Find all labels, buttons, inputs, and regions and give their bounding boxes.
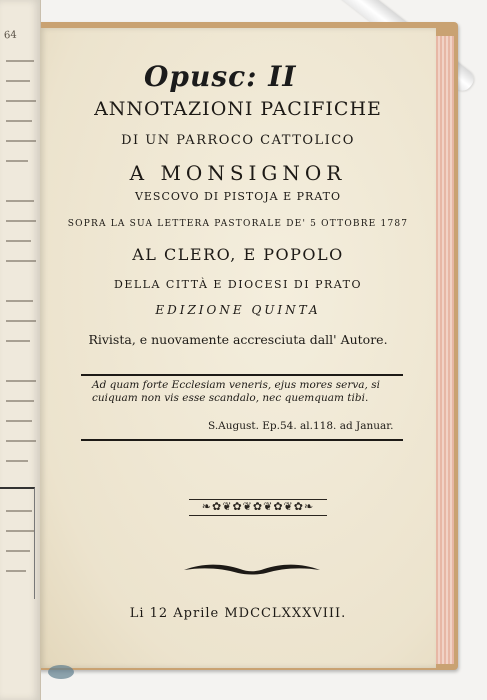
text-line — [6, 200, 34, 202]
text-line — [6, 340, 30, 342]
edition-line: EDIZIONE QUINTA — [155, 303, 321, 317]
title-line-6: AL CLERO, E POPOLO — [132, 245, 344, 264]
text-line — [6, 510, 32, 512]
text-line — [6, 380, 36, 382]
imprint-date: Li 12 Aprile MDCCLXXXVIII. — [129, 606, 347, 621]
title-line-3: A MONSIGNOR — [129, 161, 347, 185]
ribbon-tip — [48, 665, 74, 679]
text-line — [6, 530, 34, 532]
text-line — [6, 300, 33, 302]
text-line — [6, 320, 36, 322]
text-line — [6, 240, 31, 242]
text-line — [6, 550, 30, 552]
text-line — [6, 400, 34, 402]
text-line — [6, 570, 26, 572]
title-line-1: ANNOTAZIONI PACIFICHE — [94, 98, 382, 120]
handwritten-note: Opusc: II — [144, 60, 297, 93]
footnote-box — [0, 487, 35, 599]
left-page-number: 64 — [3, 29, 18, 42]
text-line — [6, 80, 30, 82]
text-line — [6, 140, 36, 142]
title-line-2: DI UN PARROCO CATTOLICO — [121, 133, 355, 148]
text-line — [6, 160, 28, 162]
text-line — [6, 60, 34, 62]
title-line-4: VESCOVO DI PISTOJA E PRATO — [134, 190, 342, 203]
text-line — [6, 120, 32, 122]
epigraph-source: S.August. Ep.54. al.118. ad Januar. — [208, 420, 394, 432]
text-line — [6, 460, 28, 462]
title-line-7: DELLA CITTÀ E DIOCESI DI PRATO — [114, 278, 362, 291]
page-edges — [436, 36, 454, 664]
epigraph-rule-bottom — [81, 439, 403, 441]
text-line — [6, 420, 32, 422]
title-line-5: SOPRA LA SUA LETTERA PASTORALE DE' 5 OTTOBRE 1787 — [67, 219, 409, 229]
swirl-ornament — [182, 561, 322, 579]
epigraph-rule-top — [81, 374, 403, 376]
facing-page-left — [0, 0, 41, 700]
title-page — [40, 28, 436, 668]
text-line — [6, 220, 36, 222]
text-line — [6, 440, 36, 442]
ornament-band: ❧✿❦✿❦✿❦✿❦✿❧ — [201, 500, 315, 513]
ornament-rule-bottom — [189, 515, 327, 516]
text-line — [6, 100, 36, 102]
revision-line: Rivista, e nuovamente accresciuta dall' Autore. — [88, 332, 388, 347]
epigraph-text: Ad quam forte Ecclesiam veneris, ejus mores serva, si cuiquam non vis esse scandalo, nec quemquam tibi. — [92, 379, 380, 404]
text-line — [6, 260, 36, 262]
